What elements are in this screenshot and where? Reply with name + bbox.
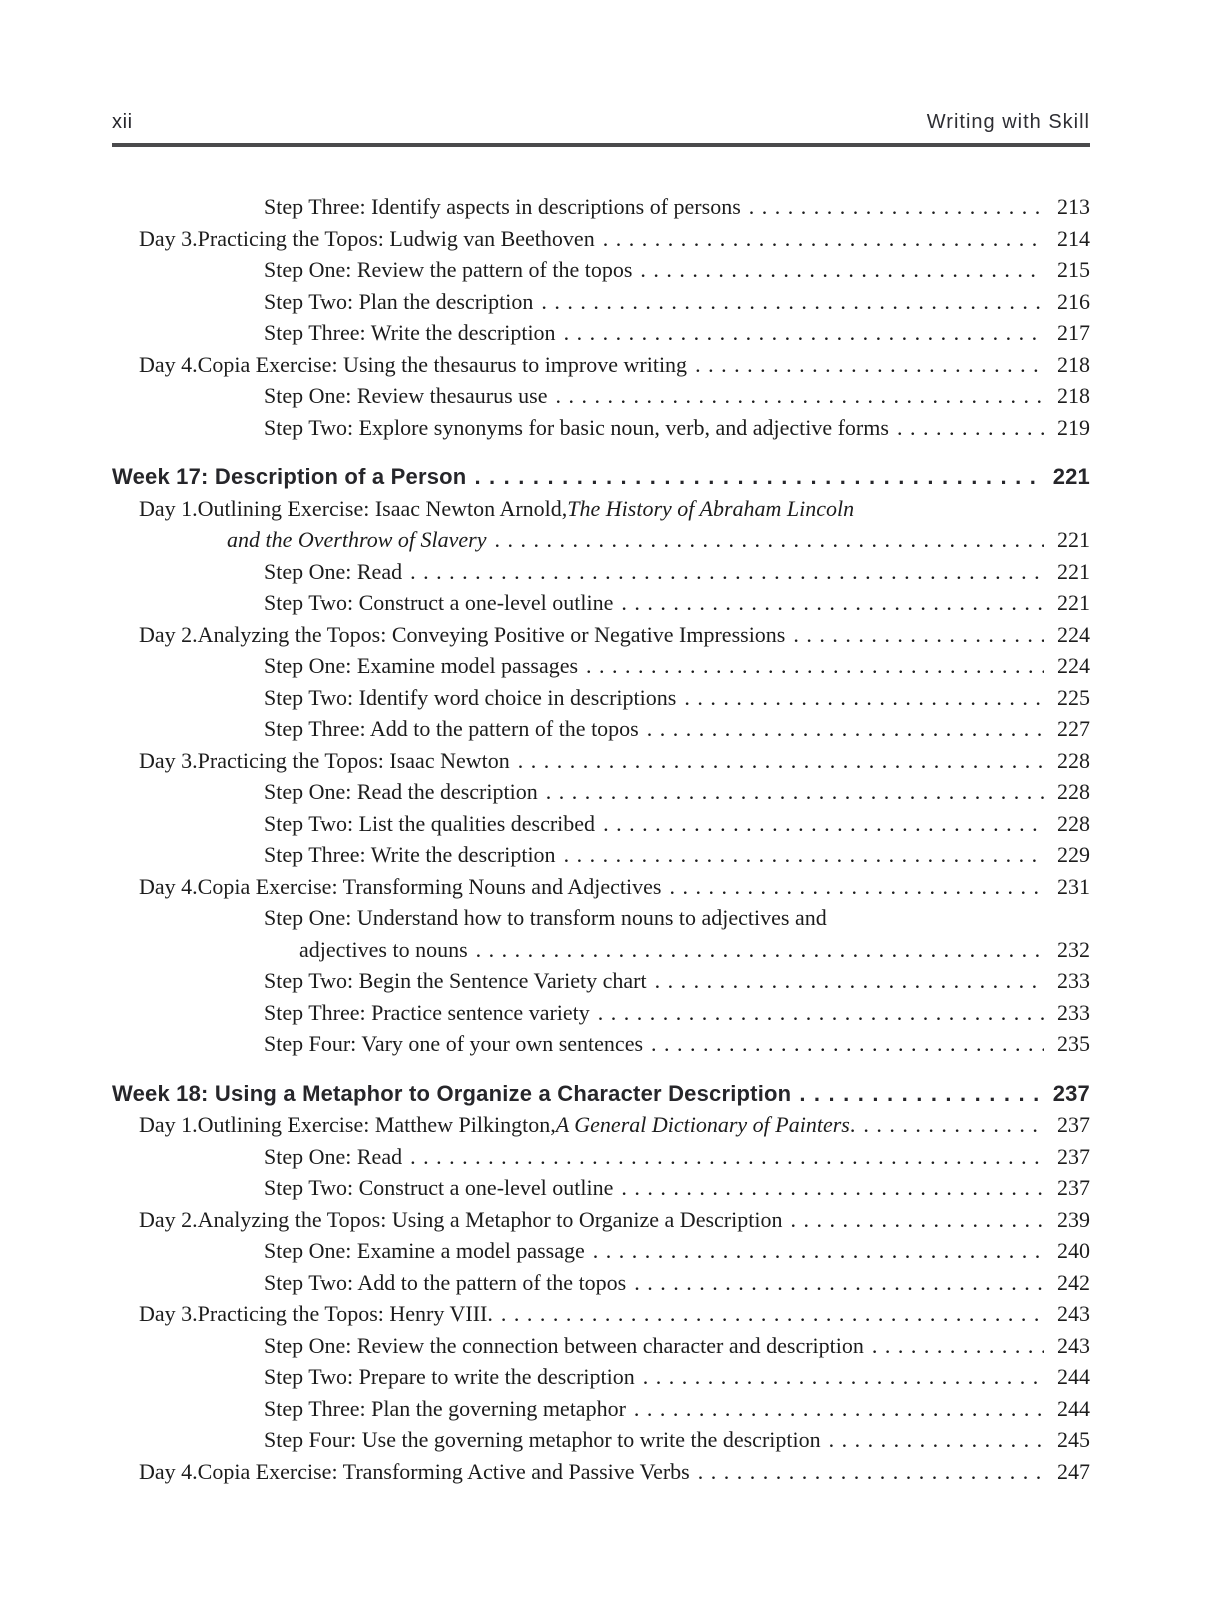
dot-leader [889, 412, 1044, 444]
dot-leader [643, 1028, 1044, 1060]
dot-leader [595, 223, 1044, 255]
dot-leader [635, 1361, 1044, 1393]
dot-leader [864, 1330, 1044, 1362]
entry-page-number: 243 [1057, 1332, 1090, 1358]
toc-step-entry [112, 380, 1090, 412]
dot-leader [626, 1393, 1044, 1425]
entry-page-number: 221 [1057, 527, 1090, 552]
toc-step-entry [112, 1141, 1090, 1173]
entry-text: Step Three: Add to the pattern of the topos [264, 716, 639, 741]
toc-week-heading [112, 461, 1090, 493]
dot-leader [578, 650, 1044, 682]
entry-page-number: 245 [1057, 1427, 1090, 1452]
running-head: Writing with Skill [926, 111, 1090, 133]
toc-day-entry [112, 1204, 1090, 1236]
toc-step-entry [112, 997, 1090, 1029]
entry-page-number: 225 [1057, 684, 1090, 710]
entry-page-number: 228 [1057, 779, 1090, 804]
toc-day-entry [112, 493, 1090, 525]
entry-page-number: 228 [1057, 810, 1090, 836]
entry-page-number: 237 [1057, 1143, 1090, 1169]
entry-page-number: 224 [1057, 653, 1090, 678]
entry-text: Step One: Read [264, 558, 403, 584]
entry-text: Step One: Examine model passages [264, 653, 579, 678]
day-label: Day 4. [139, 351, 198, 377]
day-label: Day 2. [139, 621, 198, 647]
toc-step-entry [112, 650, 1090, 682]
entry-text: Step Three: Practice sentence variety [264, 999, 590, 1025]
toc-step-entry [112, 1267, 1090, 1299]
dot-leader [533, 286, 1044, 318]
dot-leader [402, 556, 1044, 588]
dot-leader [493, 1298, 1044, 1330]
day-label: Day 1. [139, 495, 198, 521]
entry-text: Step One: Review the pattern of the topos [264, 257, 633, 282]
entry-text: Step Two: Identify word choice in descriptions [264, 684, 677, 710]
toc-step-entry [112, 839, 1090, 871]
entry-text: Step One: Examine a model passage [264, 1238, 585, 1263]
entry-page-number: 227 [1057, 716, 1090, 741]
toc-day-entry [112, 871, 1090, 903]
dot-leader [556, 839, 1044, 871]
entry-book-title: The History of Abraham Lincoln [567, 495, 855, 521]
toc-day-entry [112, 223, 1090, 255]
day-label: Day 3. [139, 1301, 198, 1326]
entry-text: Step Four: Vary one of your own sentences [264, 1031, 644, 1056]
toc-day-entry [112, 1109, 1090, 1141]
dot-leader [632, 254, 1044, 286]
entry-page-number: 243 [1057, 1301, 1090, 1326]
day-label: Day 3. [139, 225, 198, 251]
entry-text: Step Three: Write the description [264, 320, 556, 345]
toc-step-entry [112, 587, 1090, 619]
toc-step-entry [112, 254, 1090, 286]
dot-leader [590, 997, 1044, 1029]
dot-leader [626, 1267, 1044, 1299]
dot-leader [613, 1172, 1044, 1204]
entry-text: Step Four: Use the governing metaphor to write the description [264, 1427, 821, 1452]
day-label: Day 4. [139, 873, 198, 899]
entry-text: Step Two: List the qualities described [264, 810, 596, 836]
entry-page-number: 221 [1052, 464, 1090, 489]
toc-step-entry [112, 965, 1090, 997]
entry-text: Step One: Review thesaurus use [264, 383, 548, 408]
entry-text: Step Two: Construct a one-level outline [264, 1175, 614, 1200]
dot-leader [556, 317, 1044, 349]
toc-step-entry [112, 286, 1090, 318]
toc-day-entry [112, 1298, 1090, 1330]
entry-text: Copia Exercise: Transforming Active and Passive Verbs [197, 1458, 690, 1484]
toc-step-entry [112, 1235, 1090, 1267]
dot-leader [741, 191, 1044, 223]
entry-page-number: 237 [1057, 1175, 1090, 1200]
dot-leader [613, 587, 1044, 619]
entry-text: Step One: Read [264, 1143, 403, 1169]
entry-text: . [849, 1112, 856, 1137]
dot-leader [510, 745, 1044, 777]
week-heading-text: Week 17: Description of a Person [112, 464, 467, 489]
toc-entry-continuation [112, 524, 1090, 556]
entry-text: Step Three: Plan the governing metaphor [264, 1395, 626, 1421]
dot-leader [486, 524, 1044, 556]
dot-leader [855, 1109, 1044, 1141]
dot-leader [785, 619, 1044, 651]
dot-leader [690, 1456, 1044, 1488]
toc-step-entry [112, 682, 1090, 714]
toc-step-entry [112, 1393, 1090, 1425]
toc-step-entry [112, 776, 1090, 808]
table-of-contents [112, 191, 1090, 1487]
page-folio: xii [112, 111, 133, 133]
entry-page-number: 228 [1057, 747, 1090, 773]
dot-leader [402, 1141, 1044, 1173]
entry-text: Step Three: Identify aspects in descriptions of persons [264, 194, 741, 219]
day-label: Day 1. [139, 1112, 198, 1137]
day-label: Day 2. [139, 1206, 198, 1232]
dot-leader [661, 871, 1044, 903]
toc-entry-continuation [112, 934, 1090, 966]
entry-page-number: 247 [1057, 1458, 1090, 1484]
entry-book-title: A General Dictionary of Painters [555, 1112, 850, 1137]
entry-text: Practicing the Topos: Ludwig van Beethoven [197, 225, 595, 251]
toc-step-entry [112, 902, 1090, 934]
entry-text: Step One: Review the connection between character and description [264, 1332, 864, 1358]
dot-leader [595, 808, 1044, 840]
toc-step-entry [112, 1330, 1090, 1362]
entry-page-number: 221 [1057, 590, 1090, 615]
entry-page-number: 219 [1057, 414, 1090, 440]
header-rule-divider [112, 143, 1090, 147]
entry-text: Step One: Understand how to transform nouns to adjectives and [264, 905, 827, 930]
entry-text: Step Two: Plan the description [264, 288, 534, 314]
entry-page-number: 244 [1057, 1364, 1090, 1389]
entry-page-number: 218 [1057, 383, 1090, 408]
entry-page-number: 235 [1057, 1031, 1090, 1056]
entry-page-number: 215 [1057, 257, 1090, 282]
entry-page-number: 221 [1057, 558, 1090, 584]
toc-day-entry [112, 349, 1090, 381]
toc-step-entry [112, 1172, 1090, 1204]
dot-leader [791, 1078, 1044, 1110]
entry-page-number: 237 [1057, 1112, 1090, 1137]
entry-page-number: 244 [1057, 1395, 1090, 1421]
entry-text: Analyzing the Topos: Using a Metaphor to Organize a Description [197, 1206, 783, 1232]
entry-page-number: 232 [1057, 936, 1090, 962]
dot-leader [538, 776, 1044, 808]
entry-text: Copia Exercise: Using the thesaurus to improve writing [197, 351, 688, 377]
entry-text: Outlining Exercise: Isaac Newton Arnold, [197, 495, 568, 521]
entry-text: Analyzing the Topos: Conveying Positive or Negative Impressions [197, 621, 786, 647]
toc-step-entry [112, 1028, 1090, 1060]
toc-week-heading [112, 1078, 1090, 1110]
entry-page-number: 217 [1057, 320, 1090, 345]
entry-page-number: 218 [1057, 351, 1090, 377]
toc-step-entry [112, 1424, 1090, 1456]
entry-text: Step Three: Write the description [264, 842, 556, 867]
dot-leader [548, 380, 1045, 412]
entry-page-number: 233 [1057, 968, 1090, 993]
toc-day-entry [112, 1456, 1090, 1488]
toc-day-entry [112, 745, 1090, 777]
dot-leader [782, 1204, 1044, 1236]
dot-leader [639, 713, 1044, 745]
entry-page-number: 237 [1052, 1080, 1090, 1106]
dot-leader [647, 965, 1044, 997]
dot-leader [468, 934, 1044, 966]
entry-text: Copia Exercise: Transforming Nouns and Adjectives [197, 873, 662, 899]
toc-step-entry [112, 713, 1090, 745]
entry-page-number: 216 [1057, 288, 1090, 314]
day-label: Day 4. [139, 1458, 198, 1484]
toc-step-entry [112, 412, 1090, 444]
entry-text: Outlining Exercise: Matthew Pilkington, [197, 1112, 556, 1137]
page-header [112, 111, 1090, 133]
entry-page-number: 229 [1057, 842, 1090, 867]
entry-page-number: 240 [1057, 1238, 1090, 1263]
entry-page-number: 231 [1057, 873, 1090, 899]
entry-book-title: and the Overthrow of Slavery [227, 527, 487, 552]
week-heading-text: Week 18: Using a Metaphor to Organize a Character Description [112, 1080, 792, 1106]
toc-step-entry [112, 556, 1090, 588]
entry-text: Step Two: Begin the Sentence Variety chart [264, 968, 647, 993]
dot-leader [821, 1424, 1044, 1456]
entry-page-number: 239 [1057, 1206, 1090, 1232]
entry-page-number: 213 [1057, 194, 1090, 219]
toc-step-entry [112, 317, 1090, 349]
dot-leader [687, 349, 1044, 381]
entry-text: Step Two: Explore synonyms for basic noun, verb, and adjective forms [264, 414, 889, 440]
entry-text: Practicing the Topos: Henry VIII. [197, 1301, 493, 1326]
entry-text: adjectives to nouns [299, 936, 468, 962]
toc-step-entry [112, 1361, 1090, 1393]
entry-text: Step Two: Add to the pattern of the topos [264, 1269, 627, 1295]
entry-page-number: 242 [1057, 1269, 1090, 1295]
dot-leader [585, 1235, 1044, 1267]
toc-step-entry [112, 808, 1090, 840]
day-label: Day 3. [139, 747, 198, 773]
toc-step-entry [112, 191, 1090, 223]
entry-text: Step Two: Construct a one-level outline [264, 590, 614, 615]
entry-text: Step One: Read the description [264, 779, 538, 804]
dot-leader [676, 682, 1044, 714]
entry-text: Step Two: Prepare to write the description [264, 1364, 635, 1389]
entry-page-number: 214 [1057, 225, 1090, 251]
toc-day-entry [112, 619, 1090, 651]
dot-leader [466, 461, 1044, 493]
entry-page-number: 233 [1057, 999, 1090, 1025]
entry-page-number: 224 [1057, 621, 1090, 647]
entry-text: Practicing the Topos: Isaac Newton [197, 747, 510, 773]
